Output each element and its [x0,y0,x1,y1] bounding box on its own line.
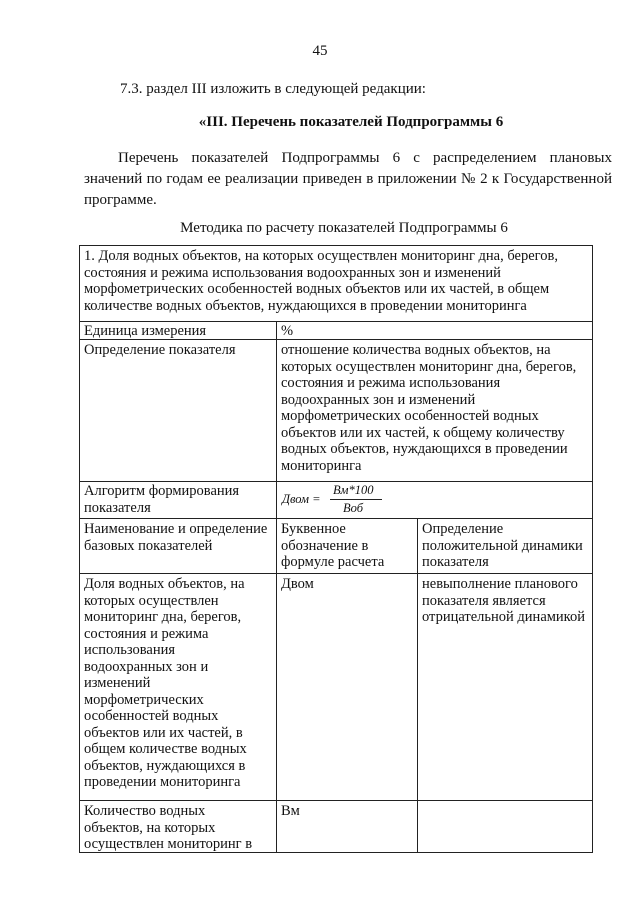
section-heading: «III. Перечень показателей Подпрограммы 6 [198,114,504,130]
table-rule [79,518,593,519]
formula-denominator: Воб [343,501,364,515]
table-rule [79,245,593,246]
formula-lhs: Двом = [282,492,321,506]
intro-paragraph: Перечень показателей Подпрограммы 6 с распределением плановых значений по годам ее реализации приведен в приложении № 2 к Государственной программе. [84,150,612,208]
formula-numerator: Вм*100 [333,483,374,497]
page-number: 45 [312,43,328,59]
row-name: Количество водных объектов, на которых осуществлен мониторинг в [84,803,253,852]
header-dynamics: Определение положительной динамики показателя [422,521,583,570]
unit-value: % [281,323,294,339]
table-rule [79,800,593,801]
definition-value: отношение количества водных объектов, на которых осуществлен мониторинг дна, берегов, состояния и режима использования водоохранных зон и изменений морфометрических особенностей водных объектов или их частей, к общему количеству водных объектов, нуждающихся в проведении мониторинга [281,342,577,474]
definition-label: Определение показателя [84,342,236,358]
algorithm-label: Алгоритм формирования показателя [84,483,240,516]
table-rule [79,573,593,574]
table-border-left [79,245,80,853]
unit-label: Единица измерения [84,323,207,339]
table-rule [79,321,593,322]
formula-fraction-bar [330,499,382,500]
table-divider [276,321,277,853]
table-divider [417,518,418,853]
section-intro: 7.3. раздел III изложить в следующей редакции: [120,81,426,97]
header-symbol: Буквенное обозначение в формуле расчета [281,521,385,570]
table-border-right [592,245,593,853]
header-name: Наименование и определение базовых показателей [84,521,268,554]
table-rule [79,481,593,482]
indicator-title: 1. Доля водных объектов, на которых осуществлен мониторинг дна, берегов, состояния и режима использования водоохранных зон и изменений морфометрических особенностей водных объектов или их частей, в общем количестве водных объектов, нуждающихся в проведении мониторинга [84,248,558,314]
row-dynamics: невыполнение планового показателя является отрицательной динамикой [422,576,586,625]
method-title: Методика по расчету показателей Подпрограммы 6 [180,220,508,236]
row-name: Доля водных объектов, на которых осуществлен мониторинг дна, берегов, состояния и режима использования водоохранных зон и изменений морфометрических особенностей водных объектов или их частей, в общем количестве водных объектов, нуждающихся в проведении мониторинга [84,576,247,790]
row-symbol: Вм [281,803,300,819]
row-symbol: Двом [281,576,314,592]
